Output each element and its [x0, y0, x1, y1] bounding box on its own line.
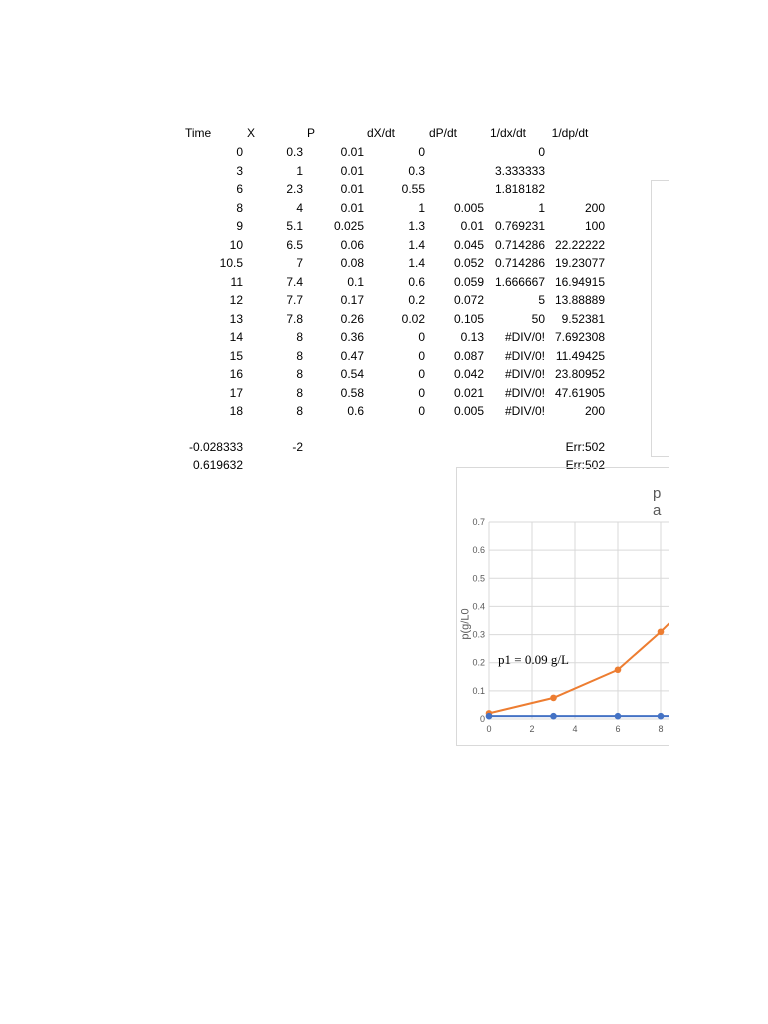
table-cell: 0 [418, 145, 425, 159]
table-cell: 5.1 [286, 219, 303, 233]
header-cell: P [306, 126, 315, 140]
table-cell: 13.88889 [554, 293, 605, 307]
table-cell: 0.005 [453, 404, 484, 418]
table-cell: 0.072 [453, 293, 484, 307]
table-cell: 19.23077 [554, 256, 605, 270]
table-cell: 7.8 [286, 311, 303, 326]
table-cell: 6.5 [286, 237, 303, 252]
chart-annotation: p1 = 0.09 g/L [498, 652, 569, 667]
table-cell: 0.059 [453, 274, 484, 289]
table-cell: 0.045 [453, 237, 484, 252]
table-cell: 8 [236, 200, 243, 215]
table-cell: 0.26 [340, 311, 364, 326]
table-cell: 0.06 [340, 237, 364, 252]
table-cell: 0.025 [333, 219, 364, 233]
y-tick-label: 0.7 [472, 517, 485, 527]
data-point [615, 713, 622, 720]
table-cell: 7 [296, 256, 303, 270]
table-cell: 1 [538, 200, 545, 215]
table-cell: 1.4 [408, 256, 425, 270]
table-cell: 0.6 [347, 404, 364, 418]
y-tick-label: 0.6 [472, 545, 485, 556]
footer-cell: 0.619632 [192, 458, 243, 472]
table-cell: 0.714286 [494, 237, 545, 252]
table-cell: 18 [229, 404, 243, 418]
x-tick-label: 4 [572, 724, 578, 734]
table-cell: 0.47 [340, 348, 364, 363]
table-cell: 1.666667 [494, 274, 545, 289]
table-cell: 0.55 [401, 182, 425, 196]
table-cell: 16.94915 [554, 274, 605, 289]
table-cell: 0 [236, 145, 243, 159]
table-cell: 1 [296, 163, 303, 178]
table-cell: 7.692308 [554, 330, 605, 344]
data-point [658, 713, 665, 720]
table-cell: 17 [229, 385, 243, 400]
table-cell: 0.3 [408, 163, 425, 178]
table-cell: 5 [538, 293, 545, 307]
table-cell: 0 [418, 330, 425, 344]
table-cell: 6 [236, 182, 243, 196]
table-cell: 2.3 [286, 182, 303, 196]
table-cell: 12 [229, 293, 243, 307]
footer-cell: Err:502 [565, 458, 605, 472]
table-cell: 0.58 [340, 385, 364, 400]
footer-cell: Err:502 [565, 440, 605, 454]
y-tick-label: 0.5 [472, 573, 485, 584]
y-tick-label: 0.2 [472, 657, 485, 668]
table-cell: 0.6 [408, 274, 425, 289]
chart-frame-partial [651, 180, 669, 457]
table-cell: 11 [230, 274, 243, 289]
y-tick-label: 0.4 [472, 601, 485, 612]
table-cell: #DIV/0! [504, 385, 545, 400]
table-cell: 11.49425 [555, 348, 605, 363]
table-cell: 0.13 [460, 330, 484, 344]
data-point [550, 695, 557, 702]
table-cell: 0 [538, 145, 545, 159]
table-cell: 0.01 [340, 200, 364, 215]
table-cell: 8 [296, 385, 303, 400]
footer-cell: -2 [292, 440, 303, 454]
header-cell: 1/dp/dt [551, 126, 589, 140]
data-point [658, 628, 665, 635]
x-tick-label: 8 [658, 724, 664, 734]
table-cell: 200 [584, 200, 605, 215]
table-cell: 8 [296, 330, 303, 344]
table-cell: 22.22222 [554, 237, 605, 252]
table-cell: 8 [296, 367, 303, 381]
y-axis-title: p(g/L0 [459, 608, 472, 640]
table-cell: 23.80952 [554, 367, 605, 381]
table-cell: 0 [418, 348, 425, 363]
table-cell: 50 [531, 311, 545, 326]
table-cell: #DIV/0! [504, 367, 545, 381]
table-cell: 10.5 [219, 256, 243, 270]
table-cell: 0.052 [453, 256, 484, 270]
table-cell: 47.61905 [554, 385, 605, 400]
y-tick-label: 0 [479, 714, 485, 724]
table-cell: 0.042 [453, 367, 484, 381]
y-tick-label: 0.3 [472, 629, 485, 640]
table-cell: 4 [296, 200, 303, 215]
table-cell: 9 [236, 219, 243, 233]
header-cell: dX/dt [366, 126, 396, 140]
table-cell: 0.01 [340, 145, 364, 159]
table-cell: 0 [418, 385, 425, 400]
series-line [489, 623, 669, 713]
header-cell: X [246, 126, 255, 140]
table-cell: 1.818182 [494, 182, 545, 196]
data-point [615, 666, 622, 673]
table-cell: 13 [229, 311, 243, 326]
table-cell: 0.01 [340, 163, 364, 178]
table-cell: 0 [418, 404, 425, 418]
table-cell: 200 [584, 404, 605, 418]
x-tick-label: 6 [615, 724, 621, 734]
table-cell: 0.01 [460, 219, 484, 233]
table-cell: 8 [296, 348, 303, 363]
table-cell: 1.3 [408, 219, 425, 233]
table-cell: 15 [229, 348, 243, 363]
table-cell: 7.7 [286, 293, 303, 307]
table-cell: 14 [229, 330, 243, 344]
table-cell: 1.4 [408, 237, 425, 252]
table-cell: 7.4 [286, 274, 303, 289]
table-cell: 0.2 [408, 293, 425, 307]
table-cell: 0.021 [453, 385, 484, 400]
y-tick-label: 0.1 [472, 685, 485, 696]
table-cell: 3 [236, 163, 243, 178]
table-cell: 0.17 [340, 293, 364, 307]
table-cell: 0.714286 [494, 256, 545, 270]
table-cell: #DIV/0! [504, 404, 545, 418]
table-cell: 0.087 [453, 348, 484, 363]
chart-title: p a [653, 485, 662, 519]
x-tick-label: 0 [486, 724, 492, 734]
x-tick-label: 2 [529, 724, 535, 734]
table-cell: 0.105 [453, 311, 484, 326]
data-point [486, 713, 493, 720]
table-cell: 0.769231 [494, 219, 545, 233]
table-cell: 0.01 [340, 182, 364, 196]
table-cell: 8 [296, 404, 303, 418]
table-cell: 16 [229, 367, 243, 381]
table-cell: 0.005 [453, 200, 484, 215]
table-cell: 1 [418, 200, 425, 215]
table-cell: 0.54 [340, 367, 364, 381]
chart-svg [457, 468, 669, 745]
table-cell: 0.1 [347, 274, 364, 289]
table-cell: 0.36 [340, 330, 364, 344]
footer-cell: -0.028333 [188, 440, 243, 454]
header-cell: 1/dx/dt [489, 126, 527, 140]
table-cell: 3.333333 [494, 163, 545, 178]
chart-p[interactable] [456, 467, 669, 746]
table-cell: #DIV/0! [504, 348, 545, 363]
table-cell: 0.02 [401, 311, 425, 326]
table-cell: 9.52381 [561, 311, 605, 326]
data-point [550, 713, 557, 720]
table-cell: 100 [584, 219, 605, 233]
table-cell: 0.08 [340, 256, 364, 270]
header-cell: dP/dt [428, 126, 458, 140]
table-cell: 0 [418, 367, 425, 381]
table-cell: #DIV/0! [504, 330, 545, 344]
table-cell: 10 [229, 237, 243, 252]
table-cell: 0.3 [286, 145, 303, 159]
header-cell: Time [185, 126, 212, 140]
